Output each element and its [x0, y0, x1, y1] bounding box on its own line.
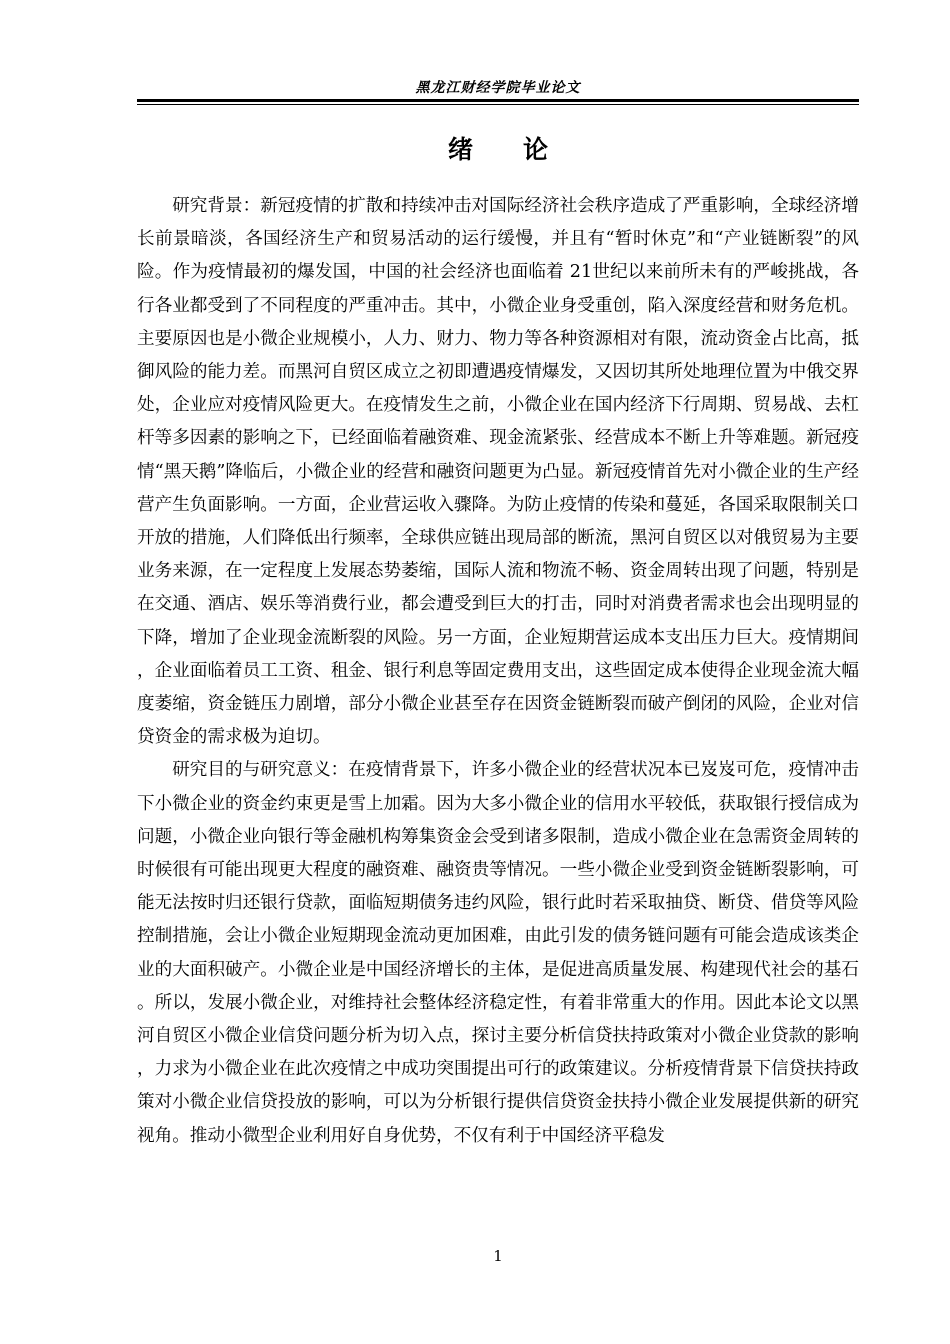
chapter-title: 绪论 — [447, 135, 598, 164]
header-rule-thick — [137, 99, 859, 102]
paragraph-research-purpose: 研究目的与研究意义：在疫情背景下，许多小微企业的经营状况本已岌岌可危，疫情冲击下小微企业的资金约束更是雪上加霜。因为大多小微企业的信用水平较低，获取银行授信成为问题，小微企业向银行等金融机构筹集资金会受到诸多限制，造成小微企业在急需资金周转的时候很有可能出现更大程度的融资难、融资贵等情况。一些小微企业受到资金链断裂影响，可能无法按时归还银行贷款，面临短期债务违约风险，银行此时若采取抽贷、断贷、借贷等风险控制措施，会让小微企业短期现金流动更加困难，由此引发的债务链问题有可能会造成该类企业的大面积破产。小微企业是中国经济增长的主体，是促进高质量发展、构建现代社会的基石。所以，发展小微企业，对维持社会整体经济稳定性，有着非常重大的作用。因此本论文以黑河自贸区小微企业信贷问题分析为切入点，探讨主要分析信贷扶持政策对小微企业贷款的影响，力求为小微企业在此次疫情之中成功突围提出可行的政策建议。分析疫情背景下信贷扶持政策对小微企业信贷投放的影响，可以为分析银行提供信贷资金扶持小微企业发展提供新的研究视角。推动小微型企业利用好自身优势，不仅有利于中国经济平稳发 — [137, 760, 859, 1146]
paragraph-research-background: 研究背景：新冠疫情的扩散和持续冲击对国际经济社会秩序造成了严重影响，全球经济增长前景暗淡，各国经济生产和贸易活动的运行缓慢，并且有“暂时休克”和“产业链断裂”的风险。作为疫情最初的爆发国，中国的社会经济也面临着 21世纪以来前所未有的严峻挑战，各行各业都受到了不同程度的严重冲击。其中，小微企业身受重创，陷入深度经营和财务危机。主要原因也是小微企业规模小，人力、财力、物力等各种资源相对有限，流动资金占比高，抵御风险的能力差。而黑河自贸区成立之初即遭遇疫情爆发，又因切其所处地理位置为中俄交界处，企业应对疫情风险更大。在疫情发生之前，小微企业在国内经济下行周期、贸易战、去杠杆等多因素的影响之下，已经面临着融资难、现金流紧张、经营成本不断上升等难题。新冠疫情“黑天鹅”降临后，小微企业的经营和融资问题更为凸显。新冠疫情首先对小微企业的生产经营产生负面影响。一方面，企业营运收入骤降。为防止疫情的传染和蔓延，各国采取限制关口开放的措施，人们降低出行频率，全球供应链出现局部的断流，黑河自贸区以对俄贸易为主要业务来源，在一定程度上发展态势萎缩，国际人流和物流不畅、资金周转出现了问题，特别是在交通、酒店、娱乐等消费行业，都会遭受到巨大的打击，同时对消费者需求也会出现明显的下降，增加了企业现金流断裂的风险。另一方面，企业短期营运成本支出压力巨大。疫情期间，企业面临着员工工资、租金、银行利息等固定费用支出，这些固定成本使得企业现金流大幅度萎缩，资金链压力剧增，部分小微企业甚至存在因资金链断裂而破产倒闭的风险，企业对信贷资金的需求极为迫切。 — [137, 196, 859, 748]
header-rule-thin — [137, 104, 859, 105]
running-header: 黑龙江财经学院毕业论文 — [415, 80, 581, 96]
page-number: 1 — [493, 1247, 503, 1265]
body-text — [137, 190, 859, 1153]
